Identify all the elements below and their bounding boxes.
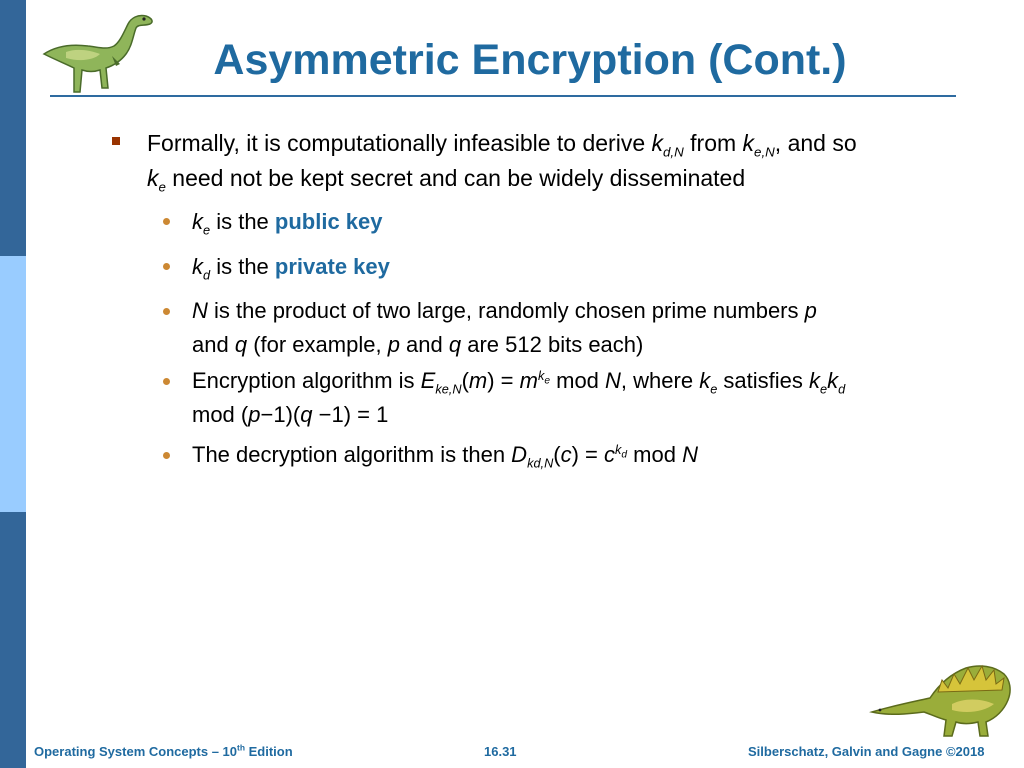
math-var: N — [682, 442, 698, 467]
left-sidebar — [0, 0, 26, 768]
bullet-text: , and so — [774, 130, 857, 156]
bullet-text: is the product of two large, randomly chosen prime numbers — [207, 298, 805, 323]
square-bullet-icon — [112, 137, 120, 145]
math-var: k — [742, 130, 755, 156]
page-number: 16.31 — [484, 744, 517, 759]
math-var: k — [808, 368, 820, 393]
bullet-encryption — [192, 364, 972, 432]
math-var: N — [605, 368, 621, 393]
math-subscript: d,N — [663, 144, 684, 160]
math-subscript: e — [203, 222, 211, 238]
math-subscript: e — [710, 381, 718, 397]
bullet-private-key — [192, 250, 390, 284]
math-var: k — [827, 368, 839, 393]
math-subscript: e,N — [754, 144, 775, 160]
bullet-decryption — [192, 438, 952, 472]
slide-title: Asymmetric Encryption (Cont.) — [213, 36, 847, 84]
bullet-text: mod ( — [192, 402, 249, 427]
dot-bullet-icon — [163, 218, 170, 225]
highlight-term: private key — [274, 254, 390, 279]
bullet-text: Formally, it is computationally infeasible to derive — [147, 130, 652, 156]
bullet-text: from — [683, 130, 743, 156]
dot-bullet-icon — [163, 378, 170, 385]
math-subscript: e — [819, 381, 828, 397]
bullet-text: Encryption algorithm is — [192, 368, 421, 393]
title-divider — [50, 95, 956, 97]
dot-bullet-icon — [163, 263, 170, 270]
math-subscript: d — [621, 449, 628, 461]
math-var: p — [804, 298, 817, 323]
math-var: N — [192, 298, 208, 323]
bullet-text: are 512 bits each) — [461, 332, 644, 357]
math-subscript: ke,N — [435, 381, 462, 397]
bullet-text: −1)( — [260, 402, 301, 427]
math-superscript: k — [615, 441, 622, 457]
bullet-text: , where — [620, 368, 700, 393]
math-subscript: d — [838, 381, 846, 397]
bullet-text: and — [192, 332, 235, 357]
footer-text: Operating System Concepts – 10 — [34, 744, 238, 759]
bullet-text: ) = — [487, 368, 520, 393]
dot-bullet-icon — [163, 308, 170, 315]
math-subscript: e — [544, 375, 550, 387]
bullet-text: ( — [553, 442, 561, 467]
bullet-text: and — [399, 332, 449, 357]
sidebar-band-middle — [0, 256, 26, 512]
bullet-formally — [147, 126, 947, 196]
math-var: c — [560, 442, 572, 467]
bullet-text: is the — [210, 209, 275, 234]
bullet-public-key — [192, 205, 383, 239]
math-var: k — [192, 209, 203, 234]
math-var: c — [604, 442, 616, 467]
footer-superscript: th — [237, 742, 245, 753]
footer-book-title — [34, 744, 293, 759]
bullet-text: −1) = 1 — [312, 402, 389, 427]
math-subscript: kd,N — [527, 455, 554, 471]
bullet-text: (for example, — [247, 332, 388, 357]
dot-bullet-icon — [163, 452, 170, 459]
sidebar-band-bottom — [0, 512, 26, 768]
dinosaur-icon — [36, 6, 158, 98]
math-var: E — [420, 368, 436, 393]
bullet-text: satisfies — [717, 368, 809, 393]
stegosaurus-icon — [868, 656, 1018, 740]
math-var: m — [519, 368, 538, 393]
math-var: D — [511, 442, 528, 467]
bullet-text: need not be kept secret and can be widely disseminated — [165, 165, 746, 191]
math-var: q — [448, 332, 462, 357]
bullet-n-product — [192, 294, 952, 362]
math-var: q — [234, 332, 248, 357]
footer-copyright: Silberschatz, Galvin and Gagne ©2018 — [748, 744, 985, 759]
math-var: p — [387, 332, 400, 357]
bullet-text: mod — [627, 442, 683, 467]
math-subscript: e — [158, 179, 166, 195]
math-var: k — [147, 165, 159, 191]
sidebar-band-top — [0, 0, 26, 256]
footer-text: Edition — [244, 744, 293, 759]
math-superscript: k — [537, 367, 545, 383]
math-subscript: d — [203, 267, 211, 283]
bullet-text: The decryption algorithm is then — [192, 442, 512, 467]
bullet-text: is the — [210, 254, 275, 279]
bullet-text: mod — [550, 368, 606, 393]
math-var: q — [300, 402, 313, 427]
math-var: k — [192, 254, 203, 279]
math-var: m — [468, 368, 488, 393]
highlight-term: public key — [274, 209, 383, 234]
math-var: k — [699, 368, 711, 393]
bullet-text: ( — [461, 368, 469, 393]
math-var: k — [651, 130, 664, 156]
math-var: p — [248, 402, 261, 427]
bullet-text: ) = — [571, 442, 605, 467]
